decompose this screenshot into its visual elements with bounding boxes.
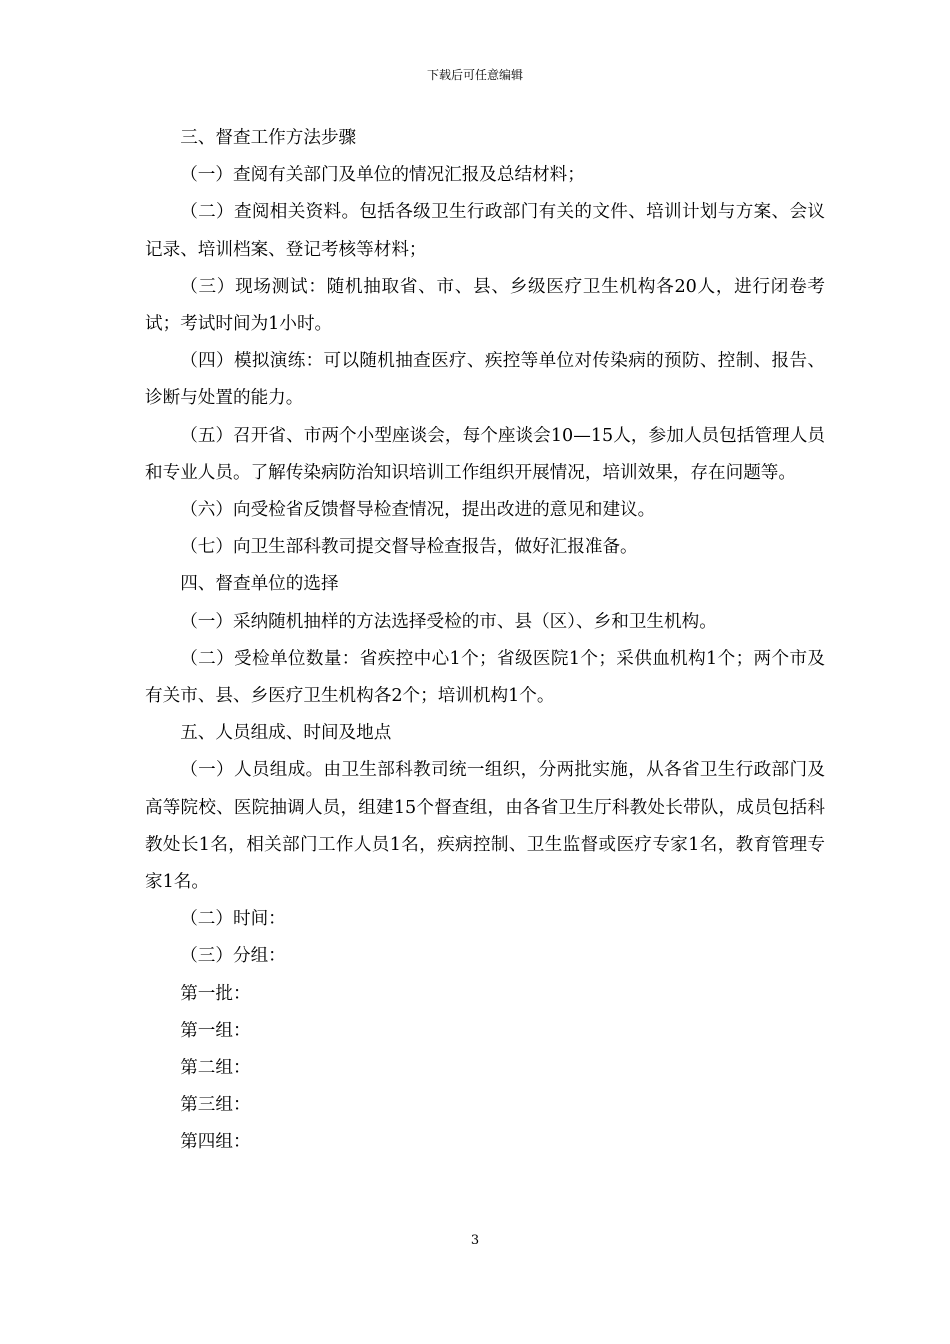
page-number: 3 <box>470 1233 480 1248</box>
paragraph: （二）受检单位数量：省疾控中心1个；省级医院1个；采供血机构1个；两个市及有关市、县、乡医疗卫生机构各2个；培训机构1个。 <box>145 648 825 707</box>
section-heading: 五、人员组成、时间及地点 <box>180 723 392 744</box>
paragraph: （三）现场测试：随机抽取省、市、县、乡级医疗卫生机构各20人，进行闭卷考试；考试时间为1小时。 <box>145 276 825 335</box>
paragraph: （一）人员组成。由卫生部科教司统一组织，分两批实施，从各省卫生行政部门及高等院校、医院抽调人员，组建15个督查组，由各省卫生厅科教处长带队，成员包括科教处长1名，相关部门工作人员1名，疾病控制、卫生监督或医疗专家1名，教育管理专家1名。 <box>145 760 825 893</box>
list-item: 第一批： <box>180 983 251 1004</box>
paragraph: （六）向受检省反馈督导检查情况，提出改进的意见和建议。 <box>180 500 656 521</box>
paragraph: （一）查阅有关部门及单位的情况汇报及总结材料； <box>180 165 585 186</box>
paragraph: （三）分组： <box>180 946 286 967</box>
paragraph: （五）召开省、市两个小型座谈会，每个座谈会10—15人，参加人员包括管理人员和专业人员。了解传染病防治知识培训工作组织开展情况，培训效果，存在问题等。 <box>145 425 825 483</box>
section-heading: 四、督查单位的选择 <box>180 574 339 595</box>
list-item: 第一组： <box>180 1020 251 1041</box>
paragraph: （二）时间： <box>180 909 286 930</box>
document-body <box>145 120 825 1162</box>
paragraph: （四）模拟演练：可以随机抽查医疗、疾控等单位对传染病的预防、控制、报告、诊断与处置的能力。 <box>145 351 825 409</box>
list-item: 第四组： <box>180 1132 251 1153</box>
paragraph: （一）采纳随机抽样的方法选择受检的市、县（区）、乡和卫生机构。 <box>180 611 717 632</box>
paragraph: （二）查阅相关资料。包括各级卫生行政部门有关的文件、培训计划与方案、会议记录、培训档案、登记考核等材料； <box>145 202 825 260</box>
section-heading: 三、督查工作方法步骤 <box>180 128 357 148</box>
page-header: 下载后可任意编辑 <box>426 68 523 82</box>
list-item: 第三组： <box>180 1095 251 1116</box>
paragraph: （七）向卫生部科教司提交督导检查报告，做好汇报准备。 <box>180 537 638 558</box>
list-item: 第二组： <box>180 1058 251 1079</box>
